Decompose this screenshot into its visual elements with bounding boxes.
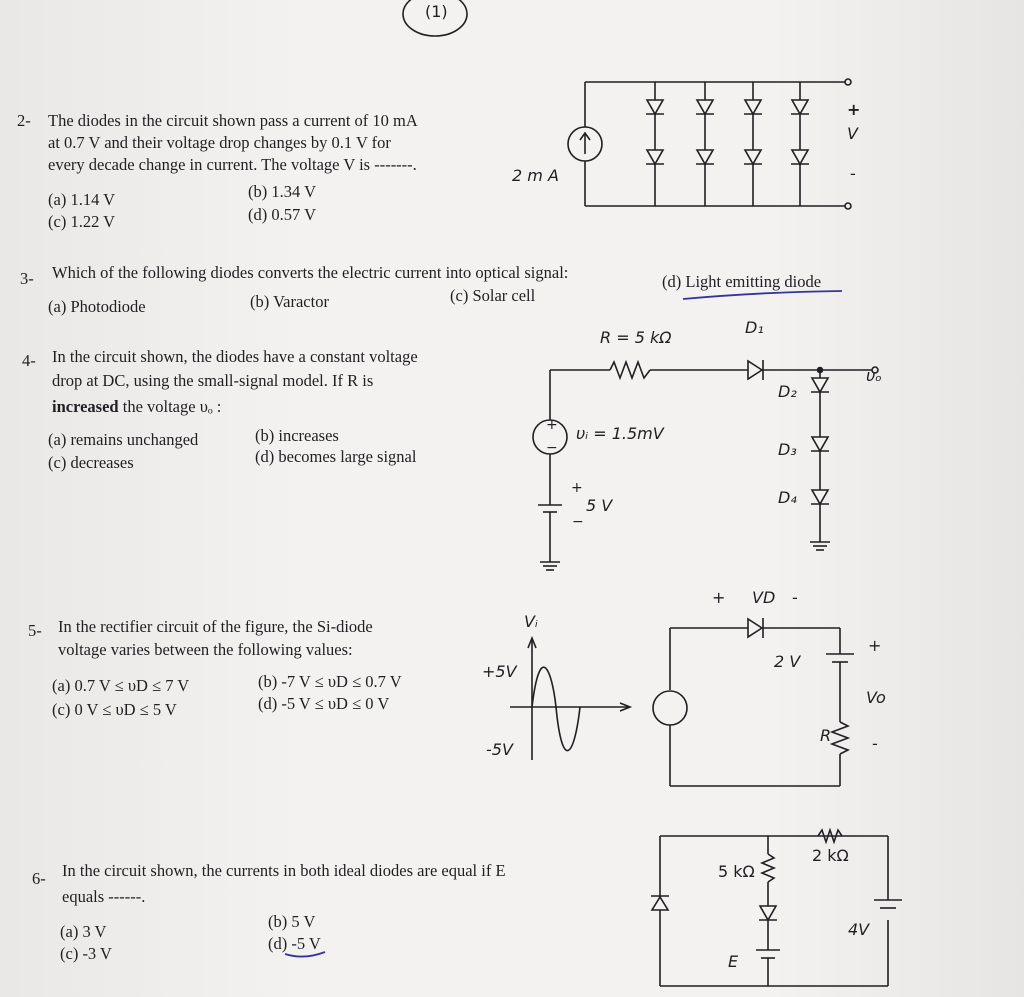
q6-e-label: E	[728, 952, 739, 971]
q4-bold-word: increased	[52, 397, 119, 416]
q4-d3-label: D₃	[778, 440, 797, 459]
q3-option-b: (b) Varactor	[250, 292, 329, 311]
q4-vo-label: υₒ	[866, 366, 882, 385]
q3-option-c: (c) Solar cell	[450, 286, 536, 305]
q2-line-2: at 0.7 V and their voltage drop changes by 0.1 V for	[48, 133, 391, 152]
q2-v-label: V	[847, 124, 858, 143]
q5-vo-minus: -	[872, 734, 878, 753]
q6-r1-label: 5 kΩ	[718, 862, 755, 881]
q5-pos5-label: +5V	[482, 662, 517, 681]
q5-vo-label: Vo	[866, 688, 886, 707]
q5-line-2: voltage varies between the following values:	[58, 640, 353, 659]
q4-source-plus: +	[546, 417, 558, 433]
q2-v-plus: +	[847, 100, 861, 119]
q4-source-minus: −	[546, 440, 558, 456]
q4-circuit	[533, 360, 878, 570]
q4-d1-label: D₁	[745, 318, 764, 337]
q4-battery-minus: −	[572, 514, 584, 530]
q6-option-b: (b) 5 V	[268, 912, 316, 931]
q4-option-b: (b) increases	[255, 426, 339, 445]
q2-source-label: 2 m A	[512, 166, 559, 185]
q6-option-a: (a) 3 V	[60, 922, 107, 941]
q2-option-b: (b) 1.34 V	[248, 182, 316, 201]
q5-vd-plus: +	[712, 588, 726, 607]
terminal-node	[845, 203, 851, 209]
q2-option-c: (c) 1.22 V	[48, 212, 116, 231]
q2-line-3: every decade change in current. The voltage V is -------.	[48, 155, 417, 174]
q4-option-c: (c) decreases	[48, 453, 134, 472]
q6-r2-label: 2 kΩ	[812, 846, 849, 865]
q4-option-d: (d) becomes large signal	[255, 447, 417, 466]
q5-circuit	[653, 618, 854, 786]
q4-d4-label: D₄	[778, 488, 797, 507]
handwritten-underline	[683, 291, 842, 299]
q5-option-b: (b) -7 V ≤ υD ≤ 0.7 V	[258, 672, 402, 691]
q5-neg5-label: -5V	[486, 740, 513, 759]
terminal-node	[845, 79, 851, 85]
q2-line-1: The diodes in the circuit shown pass a current of 10 mA	[48, 111, 418, 130]
q4-dc-label: 5 V	[586, 496, 613, 515]
q5-line-1: In the rectifier circuit of the figure, the Si-diode	[58, 617, 373, 636]
q2-circuit	[568, 79, 851, 209]
q4-d2-label: D₂	[778, 382, 797, 401]
q2-v-minus: -	[850, 164, 856, 183]
q2-option-a: (a) 1.14 V	[48, 190, 116, 209]
q2-number: 2-	[17, 111, 31, 130]
q6-option-d: (d) -5 V	[268, 934, 321, 953]
q5-waveform	[510, 638, 630, 760]
q5-battery-label: 2 V	[774, 652, 801, 671]
q6-v4-label: 4V	[848, 920, 870, 939]
q6-line-1: In the circuit shown, the currents in both ideal diodes are equal if E	[62, 861, 506, 880]
q5-option-c: (c) 0 V ≤ υD ≤ 5 V	[52, 700, 177, 719]
q5-option-a: (a) 0.7 V ≤ υD ≤ 7 V	[52, 676, 190, 695]
q5-vi-axis-label: Vᵢ	[524, 612, 538, 631]
q4-line-1: In the circuit shown, the diodes have a constant voltage	[52, 347, 418, 366]
q5-number: 5-	[28, 621, 42, 640]
q5-option-d: (d) -5 V ≤ υD ≤ 0 V	[258, 694, 390, 713]
q6-circuit	[651, 830, 902, 986]
q5-vd-minus: -	[792, 588, 798, 607]
top-mark: (1)	[425, 2, 448, 21]
q2-option-d: (d) 0.57 V	[248, 205, 316, 224]
q4-line-2: drop at DC, using the small-signal model. If R is	[52, 371, 374, 390]
q5-vd-label: VD	[752, 588, 776, 607]
q5-r-label: R	[820, 726, 832, 745]
q4-battery-plus: +	[571, 480, 583, 496]
q3-number: 3-	[20, 269, 34, 288]
q4-line-3-rest: the voltage υₒ :	[118, 397, 222, 416]
q3-option-d: (d) Light emitting diode	[662, 272, 822, 291]
q4-vi-label: υᵢ = 1.5mV	[576, 424, 664, 443]
q6-number: 6-	[32, 869, 46, 888]
q3-option-a: (a) Photodiode	[48, 297, 146, 316]
q6-option-c: (c) -3 V	[60, 944, 112, 963]
q4-r-label: R = 5 kΩ	[600, 328, 672, 347]
q4-option-a: (a) remains unchanged	[48, 430, 199, 449]
q3-text: Which of the following diodes converts the electric current into optical signal:	[52, 263, 569, 282]
q5-vo-plus: +	[868, 636, 882, 655]
q4-line-3	[52, 396, 221, 418]
q4-number: 4-	[22, 351, 36, 370]
q6-line-2: equals ------.	[62, 887, 146, 906]
